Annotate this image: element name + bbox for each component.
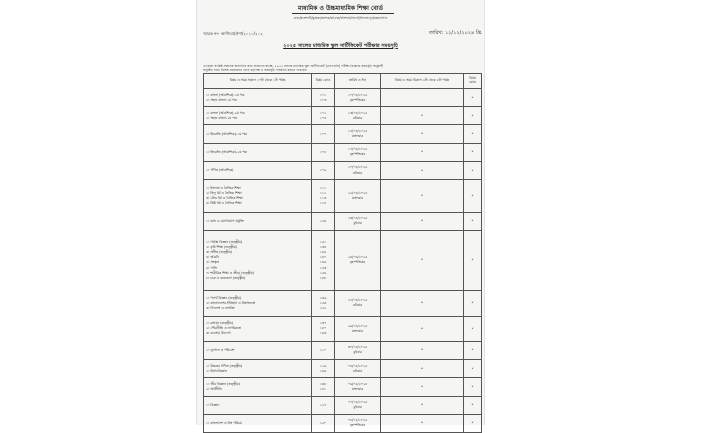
code-cell [312, 143, 335, 161]
vocational-subject-cell: * [381, 291, 464, 316]
date-cell-line: রবিবার [352, 115, 363, 120]
subject-cell [204, 341, 312, 359]
code-cell [312, 180, 335, 212]
table-header-row [204, 74, 482, 89]
date-cell-line: ২৩/০৪/২০২৫ [347, 216, 368, 220]
subject-cell [204, 161, 312, 179]
vocational-subject-cell: * [381, 316, 464, 341]
date-cell-line: বৃহস্পতিবার [349, 260, 366, 265]
board-name: মাধ্যমিক ও উচ্চমাধ্যমিক শিক্ষা বোর্ড [298, 5, 383, 12]
vocational-subject-cell: * [381, 180, 464, 212]
vocational-subject-cell: * [381, 341, 464, 359]
subject-cell-line: ২। হিন্দু ধর্ম ও নৈতিক শিক্ষা [206, 190, 242, 195]
date-cell-line: ৩০/০৪/২০২৫ [347, 345, 368, 350]
code-cell-line: ১৪৬ [319, 368, 327, 373]
date-cell-line: ২৯/০৪/২০২৫ [347, 323, 368, 328]
date-cell [335, 89, 381, 107]
code-cell-line: ১০১ [319, 92, 327, 97]
code-cell [312, 360, 335, 378]
code-cell-line: ১০৪ [319, 115, 327, 120]
code-cell [312, 161, 335, 179]
vocational-code-cell: * [464, 212, 482, 230]
subject-cell-line: ১। জীব বিজ্ঞান (তত্ত্বীয়) [206, 381, 240, 386]
date-cell-line: মঙ্গলবার [351, 195, 364, 200]
date-cell-line: ০৮/০৫/২০২৫ [347, 418, 368, 423]
date-cell-line: ০৪/০৫/২০২৫ [347, 363, 368, 368]
table-row [204, 107, 482, 125]
vocational-subject-cell: * [381, 360, 464, 378]
subject-cell-line: ১। বাংলা (আবশ্যিক)-১ম পত্র [206, 92, 245, 97]
subject-cell-line: ২। সহজ বাংলা-১ম পত্র [206, 97, 237, 102]
code-cell-line: ১২৭ [319, 402, 327, 407]
subject-cell [204, 316, 312, 341]
code-cell [312, 212, 335, 230]
code-cell-line: ১০৩ [319, 97, 327, 102]
date-cell-line: মঙ্গলবার [351, 134, 364, 139]
issue-date: তারিখ: ১২/১২/২০২৪ খ্রি. [429, 30, 483, 36]
vocational-code-cell: * [464, 316, 482, 341]
code-cell-line: ১৩৬ [319, 295, 327, 300]
header-vocational: বিষয় ও সময় বিকাল ২টা থেকে ৫টা পর্যন্ত [381, 74, 464, 89]
code-cell-line: ১৩৭ [319, 321, 327, 325]
code-cell-line: ১৪৭ [319, 255, 327, 260]
code-cell-line: ১৪৩ [319, 331, 327, 336]
subject-cell [204, 212, 312, 230]
subject-cell-line: ৪। আরবি [206, 255, 219, 260]
board-address: ঢাকা/রাজশাহী/কুমিল্লা/যশোর/চট্টগ্রাম/বরিশাল/সিলেট/দিনাজপুর/ময়মনসিংহ [293, 16, 388, 20]
subject-cell-line: ১। ইংরেজি (আবশ্যিক)-২য় পত্র [206, 149, 247, 154]
date-cell-line: ০৭/০৫/২০২৫ [347, 400, 368, 405]
subject-cell-line: ১। ভূগোল ও পরিবেশ [206, 347, 235, 352]
vocational-code-cell: * [464, 107, 482, 125]
date-cell [335, 125, 381, 143]
date-cell [335, 360, 381, 378]
code-cell-line: ১১৩ [319, 195, 327, 200]
code-cell-line: ১৫৩ [319, 300, 327, 305]
routine-table [203, 73, 482, 433]
date-cell-line: রবিবার [352, 368, 363, 373]
date-cell-line: মঙ্গলবার [351, 386, 364, 391]
vocational-subject-cell: * [381, 414, 464, 432]
subject-cell [204, 291, 312, 316]
header-voc-code: বিষয় কোড [464, 74, 482, 89]
date-cell-line: বৃহস্পতিবার [349, 423, 366, 428]
subject-cell-line: ১। পদার্থ বিজ্ঞান (তত্ত্বীয়) [206, 295, 242, 300]
subject-cell-line: ৩। সঙ্গীত (তত্ত্বীয়) [206, 250, 232, 255]
code-cell-line: ১৪১ [319, 386, 327, 391]
code-cell [312, 230, 335, 291]
date-cell-line: ২৭/০৪/২০২৫ [347, 298, 368, 303]
code-cell-line: ১১০ [319, 347, 327, 352]
date-cell [335, 316, 381, 341]
code-cell [312, 125, 335, 143]
subject-cell-line: ২। কৃষি শিক্ষা (তত্ত্বীয়) [206, 245, 237, 250]
table-row [204, 89, 482, 107]
routine-title: ২০২৫ সালের মাধ্যমিক স্কুল সার্টিফিকেট পরীক্ষার সময়সূচি [283, 43, 398, 49]
vocational-subject-cell: * [381, 161, 464, 179]
table-row [204, 378, 482, 396]
subject-cell-line: ৪। খ্রিষ্ট ধর্ম ও নৈতিক শিক্ষা [206, 200, 242, 205]
date-cell-line: ১০/০৪/২০২৫ [347, 92, 368, 97]
date-cell-line: ২২/০৪/২০২৫ [347, 190, 368, 195]
table-row [204, 161, 482, 179]
vocational-code-cell: * [464, 414, 482, 432]
date-cell [335, 341, 381, 359]
vocational-code-cell: * [464, 291, 482, 316]
code-cell-line: ১৩৮ [319, 381, 327, 386]
date-cell [335, 396, 381, 414]
vocational-code-cell: * [464, 143, 482, 161]
code-cell [312, 396, 335, 414]
table-row [204, 180, 482, 212]
code-cell-line: ১৪০ [319, 326, 327, 331]
code-cell [312, 316, 335, 341]
vocational-code-cell: * [464, 125, 482, 143]
code-cell-line: ১৪৮ [319, 275, 327, 280]
subject-cell-line: ১। রসায়ন (তত্ত্বীয়) [206, 321, 234, 325]
subject-cell-line: ১। গার্হস্থ্য বিজ্ঞান (তত্ত্বীয়) [206, 240, 243, 245]
code-cell-line: ১৪৯ [319, 250, 327, 255]
date-cell-line: ১৫/০৪/২০২৫ [347, 128, 368, 133]
subject-cell-line: ২। অর্থনীতি [206, 386, 222, 391]
subject-cell-line: ৬। পালি [206, 265, 217, 270]
code-cell-line: ১১২ [319, 190, 327, 195]
subject-cell-line: ৩। বৌদ্ধ ধর্ম ও নৈতিক শিক্ষা [206, 195, 243, 200]
subject-cell [204, 414, 312, 432]
subject-cell-line: ১। বিজ্ঞান [206, 402, 220, 407]
date-cell [335, 414, 381, 432]
code-cell [312, 107, 335, 125]
vocational-code-cell: * [464, 378, 482, 396]
date-cell [335, 180, 381, 212]
date-cell [335, 230, 381, 291]
date-cell [335, 161, 381, 179]
vocational-subject-cell: * [381, 125, 464, 143]
subject-cell [204, 360, 312, 378]
subject-cell-line: ১। বাংলা (আবশ্যিক)-২য় পত্র [206, 110, 245, 115]
code-cell [312, 341, 335, 359]
date-cell-line: বুধবার [353, 350, 362, 355]
subject-cell-line: ২। হিসাববিজ্ঞান [206, 368, 227, 373]
date-cell [335, 212, 381, 230]
subject-cell-line: ১। তথ্য ও যোগাযোগ প্রযুক্তি [206, 218, 244, 223]
date-cell-line: ২০/০৪/২০২৫ [347, 165, 368, 170]
code-cell [312, 89, 335, 107]
header-code: বিষয় কোড [312, 74, 335, 89]
subject-cell [204, 396, 312, 414]
subject-cell [204, 378, 312, 396]
vocational-subject-cell [381, 89, 464, 107]
vocational-subject-cell: * [381, 396, 464, 414]
date-cell-line: ১৩/০৪/২০২৫ [347, 110, 368, 115]
table-row [204, 143, 482, 161]
subject-cell-line: ২। বাংলাদেশের ইতিহাস ও বিশ্বসভ্যতা [206, 300, 256, 305]
code-cell-line: ১৫২ [319, 305, 327, 310]
memo-number: স্মারক নং- আশিবো/প্রশা/২০১০/২০২ [203, 31, 263, 36]
vocational-code-cell: * [464, 230, 482, 291]
code-cell [312, 291, 335, 316]
code-cell-line: ১৫৩ [319, 265, 327, 270]
table-row [204, 230, 482, 291]
code-cell-line: ১৩৪ [319, 245, 327, 250]
date-cell [335, 143, 381, 161]
date-cell [335, 378, 381, 396]
vocational-code-cell: * [464, 360, 482, 378]
subject-cell-line: ৭। শারীরিক শিক্ষা ও ক্রীড়া (তত্ত্বীয়) [206, 270, 254, 275]
vocational-subject-cell: * [381, 143, 464, 161]
code-cell-line: ১০৭ [319, 131, 327, 136]
date-cell-line: ০৬/০৫/২০২৫ [347, 381, 368, 386]
vocational-subject-cell: * [381, 230, 464, 291]
vocational-code-cell: * [464, 341, 482, 359]
date-cell-line: মঙ্গলবার [351, 328, 364, 333]
subject-cell-line: ১। ইংরেজি (আবশ্যিক)-১ম পত্র [206, 131, 247, 136]
subject-cell [204, 125, 312, 143]
table-row [204, 291, 482, 316]
date-cell [335, 107, 381, 125]
date-cell-line: বৃহস্পতিবার [349, 97, 366, 102]
notice-line-1: এতদ্বারা সংশ্লিষ্ট সকলের অবগতির জন্য জানানো যাচ্ছে, ২০২৫ সালের মাধ্যমিক স্কুল সার্টিফিকেট (এসএসসি) পরীক্ষা নিম্নোক্ত সময়সূচি অনুযায়ী [203, 64, 384, 68]
code-cell-line: ১৫৪ [319, 218, 327, 223]
date-cell-line: রবিবার [352, 303, 363, 308]
subject-cell [204, 143, 312, 161]
subject-cell-line: ৮। চারু ও কারুকলা (তত্ত্বীয়) [206, 275, 246, 280]
notice-line-2: অনুষ্ঠিত হবে। বিশেষ প্রয়োজনে বোর্ড কর্তৃপক্ষ এ সময়সূচি পরিবর্তন করতে পারবেন। [203, 68, 308, 72]
vocational-code-cell: * [464, 161, 482, 179]
exam-routine-document [196, 0, 485, 428]
subject-cell-line: ৫। সংস্কৃত [206, 260, 219, 265]
subject-cell-line: ৩। ফিন্যান্স ও ব্যাংকিং [206, 305, 235, 310]
code-cell-line: ১১৪ [319, 200, 327, 205]
date-cell [335, 291, 381, 316]
subject-cell-line: ৩। ব্যবসায় উদ্যোগ [206, 331, 231, 336]
table-row [204, 396, 482, 414]
vocational-code-cell: * [464, 89, 482, 107]
table-row [204, 360, 482, 378]
subject-cell-line: ১। বাংলাদেশ ও বিশ্ব পরিচয় [206, 420, 242, 425]
code-cell-line: ১০৯ [319, 168, 327, 172]
code-cell [312, 378, 335, 396]
date-cell-line: বুধবার [353, 405, 362, 410]
code-cell-line: ১৫১ [319, 240, 327, 245]
date-cell-line: ১৭/০৪/২০২৫ [347, 147, 368, 152]
code-cell-line: ১০২ [319, 110, 327, 115]
code-cell-line: ১৪৬ [319, 260, 327, 265]
header-date: তারিখ ও দিন [335, 74, 381, 89]
code-cell-line: ১৫৬ [319, 270, 327, 275]
vocational-subject-cell: * [381, 212, 464, 230]
subject-cell-line: ২। পৌরনীতি ও নাগরিকতা [206, 326, 242, 331]
subject-cell [204, 180, 312, 212]
subject-cell-line: ১। ইসলাম ও নৈতিক শিক্ষা [206, 185, 241, 190]
subject-cell [204, 89, 312, 107]
date-cell-line: রবিবার [352, 170, 363, 175]
routine-table-body [204, 89, 482, 433]
code-cell [312, 414, 335, 432]
board-name-underline [292, 13, 394, 14]
code-cell-line: ১২৬ [319, 363, 327, 368]
table-row [204, 414, 482, 432]
code-cell-line: ১৫০ [319, 420, 327, 425]
table-row [204, 341, 482, 359]
table-row [204, 316, 482, 341]
vocational-code-cell: * [464, 180, 482, 212]
date-cell-line: বুধবার [353, 221, 362, 226]
subject-cell [204, 230, 312, 291]
vocational-code-cell: * [464, 396, 482, 414]
date-cell-line: ২৪/০৪/২০২৫ [347, 255, 368, 260]
code-cell-line: ১১১ [319, 185, 327, 190]
date-cell-line: বৃহস্পতিবার [349, 152, 366, 157]
subject-cell [204, 107, 312, 125]
header-subject: বিষয় ও সময় সকাল ১০টা থেকে ১টা পর্যন্ত [204, 74, 312, 89]
table-row [204, 125, 482, 143]
code-cell-line: ১০৮ [319, 149, 327, 154]
subject-cell-line: ১। উচ্চতর গণিত (তত্ত্বীয়) [206, 363, 243, 368]
subject-cell-line: ১। গণিত (আবশ্যিক) [206, 168, 234, 172]
vocational-subject-cell: * [381, 107, 464, 125]
vocational-subject-cell: * [381, 378, 464, 396]
table-row [204, 212, 482, 230]
subject-cell-line: ২। সহজ বাংলা-২য় পত্র [206, 115, 237, 120]
